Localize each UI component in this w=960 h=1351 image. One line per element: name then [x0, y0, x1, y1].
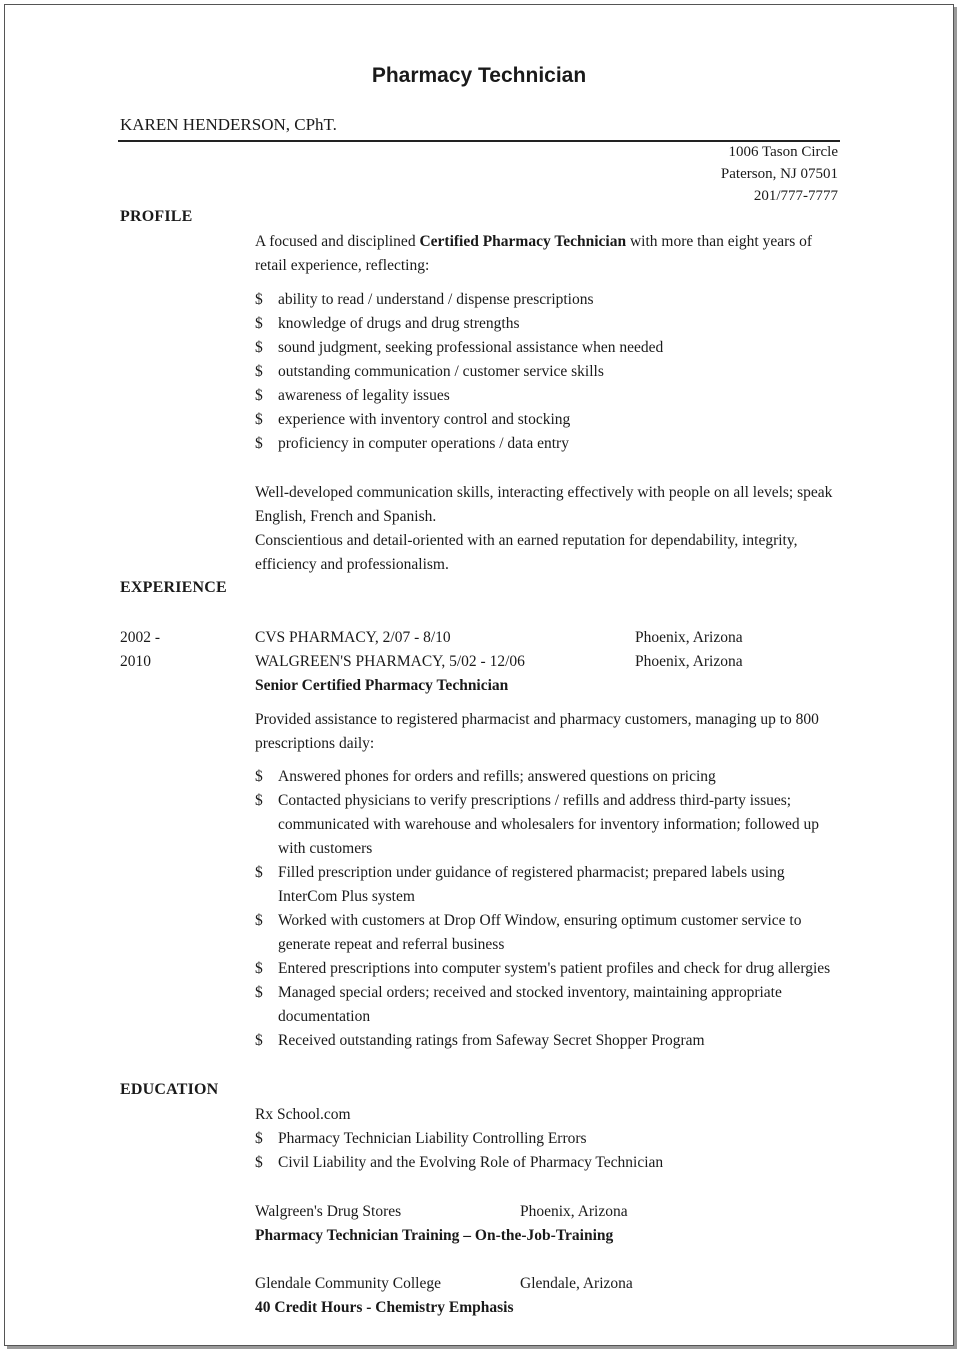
experience-duties: [255, 765, 840, 1053]
job-location: Phoenix, Arizona: [635, 629, 743, 646]
profile-intro: [255, 230, 840, 278]
school-program: Pharmacy Technician Training – On-the-Job-Training: [255, 1227, 614, 1244]
bullet-icon: $: [255, 1032, 263, 1049]
school-courses-list: [255, 1127, 840, 1175]
bullet-icon: $: [255, 912, 263, 929]
candidate-name: KAREN HENDERSON, CPhT.: [120, 115, 337, 134]
contact-phone: 201/777-7777: [753, 188, 838, 204]
experience-duties-list: [255, 765, 840, 1053]
list-item: $ ability to read / understand / dispense prescriptions: [255, 288, 840, 312]
school-location: Glendale, Arizona: [520, 1275, 633, 1292]
profile-summary: [255, 481, 840, 577]
bullet-icon: $: [255, 792, 263, 809]
job-location: Phoenix, Arizona: [635, 653, 743, 670]
profile-skills: [255, 288, 840, 456]
profile-languages: Well-developed communication skills, interacting effectively with people on all levels; speak English, French and Spanish.: [255, 484, 833, 525]
list-item: $ proficiency in computer operations / data entry: [255, 432, 840, 456]
bullet-icon: $: [255, 768, 263, 785]
school-program: 40 Credit Hours - Chemistry Emphasis: [255, 1299, 514, 1316]
list-item: $ awareness of legality issues: [255, 384, 840, 408]
list-item: $ Entered prescriptions into computer system's patient profiles and check for drug allergies: [255, 957, 840, 981]
experience-dates-start: 2002 -: [120, 629, 161, 646]
document-title: Pharmacy Technician: [371, 64, 587, 87]
list-item: $ Contacted physicians to verify prescriptions / refills and address third-party issues; communicated with warehouse and wholesalers for inventory information; followed up with customers: [255, 789, 840, 861]
school-name: Glendale Community College: [255, 1275, 441, 1292]
bullet-icon: $: [255, 315, 263, 332]
bullet-icon: $: [255, 339, 263, 356]
job-employer: CVS PHARMACY, 2/07 - 8/10: [255, 629, 451, 646]
bullet-icon: $: [255, 387, 263, 404]
job-position: Senior Certified Pharmacy Technician: [255, 677, 509, 694]
profile-intro-bold: Certified Pharmacy Technician: [419, 233, 627, 250]
bullet-icon: $: [255, 1130, 263, 1147]
list-item: $ Answered phones for orders and refills; answered questions on pricing: [255, 765, 840, 789]
experience-summary-text: Provided assistance to registered pharmacist and pharmacy customers, managing up to 800 prescriptions daily:: [255, 711, 819, 752]
experience-dates-end: 2010: [120, 653, 151, 670]
list-item: $ experience with inventory control and stocking: [255, 408, 840, 432]
education-heading: EDUCATION: [120, 1081, 219, 1098]
school-location: Phoenix, Arizona: [520, 1203, 628, 1220]
contact-block: [721, 141, 838, 207]
list-item: $ outstanding communication / customer service skills: [255, 360, 840, 384]
profile-intro-text: A focused and disciplined: [255, 233, 420, 250]
bullet-icon: $: [255, 291, 263, 308]
school-courses: [255, 1127, 840, 1175]
bullet-icon: $: [255, 864, 263, 881]
experience-heading: EXPERIENCE: [120, 579, 227, 596]
list-item: $ Received outstanding ratings from Safeway Secret Shopper Program: [255, 1029, 840, 1053]
profile-traits: Conscientious and detail-oriented with an earned reputation for dependability, integrity, efficiency and professionalism.: [255, 532, 798, 573]
list-item: $ Pharmacy Technician Liability Controlling Errors: [255, 1127, 840, 1151]
list-item: $ Filled prescription under guidance of registered pharmacist; prepared labels using InterCom Plus system: [255, 861, 840, 909]
list-item: $ knowledge of drugs and drug strengths: [255, 312, 840, 336]
bullet-icon: $: [255, 435, 263, 452]
list-item: $ sound judgment, seeking professional assistance when needed: [255, 336, 840, 360]
contact-street: 1006 Tason Circle: [728, 144, 838, 160]
profile-skills-list: [255, 288, 840, 456]
school-name: Rx School.com: [255, 1106, 351, 1123]
contact-city: Paterson, NJ 07501: [720, 166, 838, 182]
job-employer: WALGREEN'S PHARMACY, 5/02 - 12/06: [255, 653, 525, 670]
profile-heading: PROFILE: [120, 208, 193, 225]
bullet-icon: $: [255, 1154, 263, 1171]
bullet-icon: $: [255, 363, 263, 380]
bullet-icon: $: [255, 960, 263, 977]
experience-summary: [255, 708, 840, 756]
school-name: Walgreen's Drug Stores: [255, 1203, 402, 1220]
bullet-icon: $: [255, 411, 263, 428]
list-item: $ Civil Liability and the Evolving Role of Pharmacy Technician: [255, 1151, 840, 1175]
list-item: $ Managed special orders; received and stocked inventory, maintaining appropriate documentation: [255, 981, 840, 1029]
list-item: $ Worked with customers at Drop Off Window, ensuring optimum customer service to generate repeat and referral business: [255, 909, 840, 957]
bullet-icon: $: [255, 984, 263, 1001]
profile-intro-tail: with more than eight years of retail experience, reflecting:: [255, 233, 813, 274]
